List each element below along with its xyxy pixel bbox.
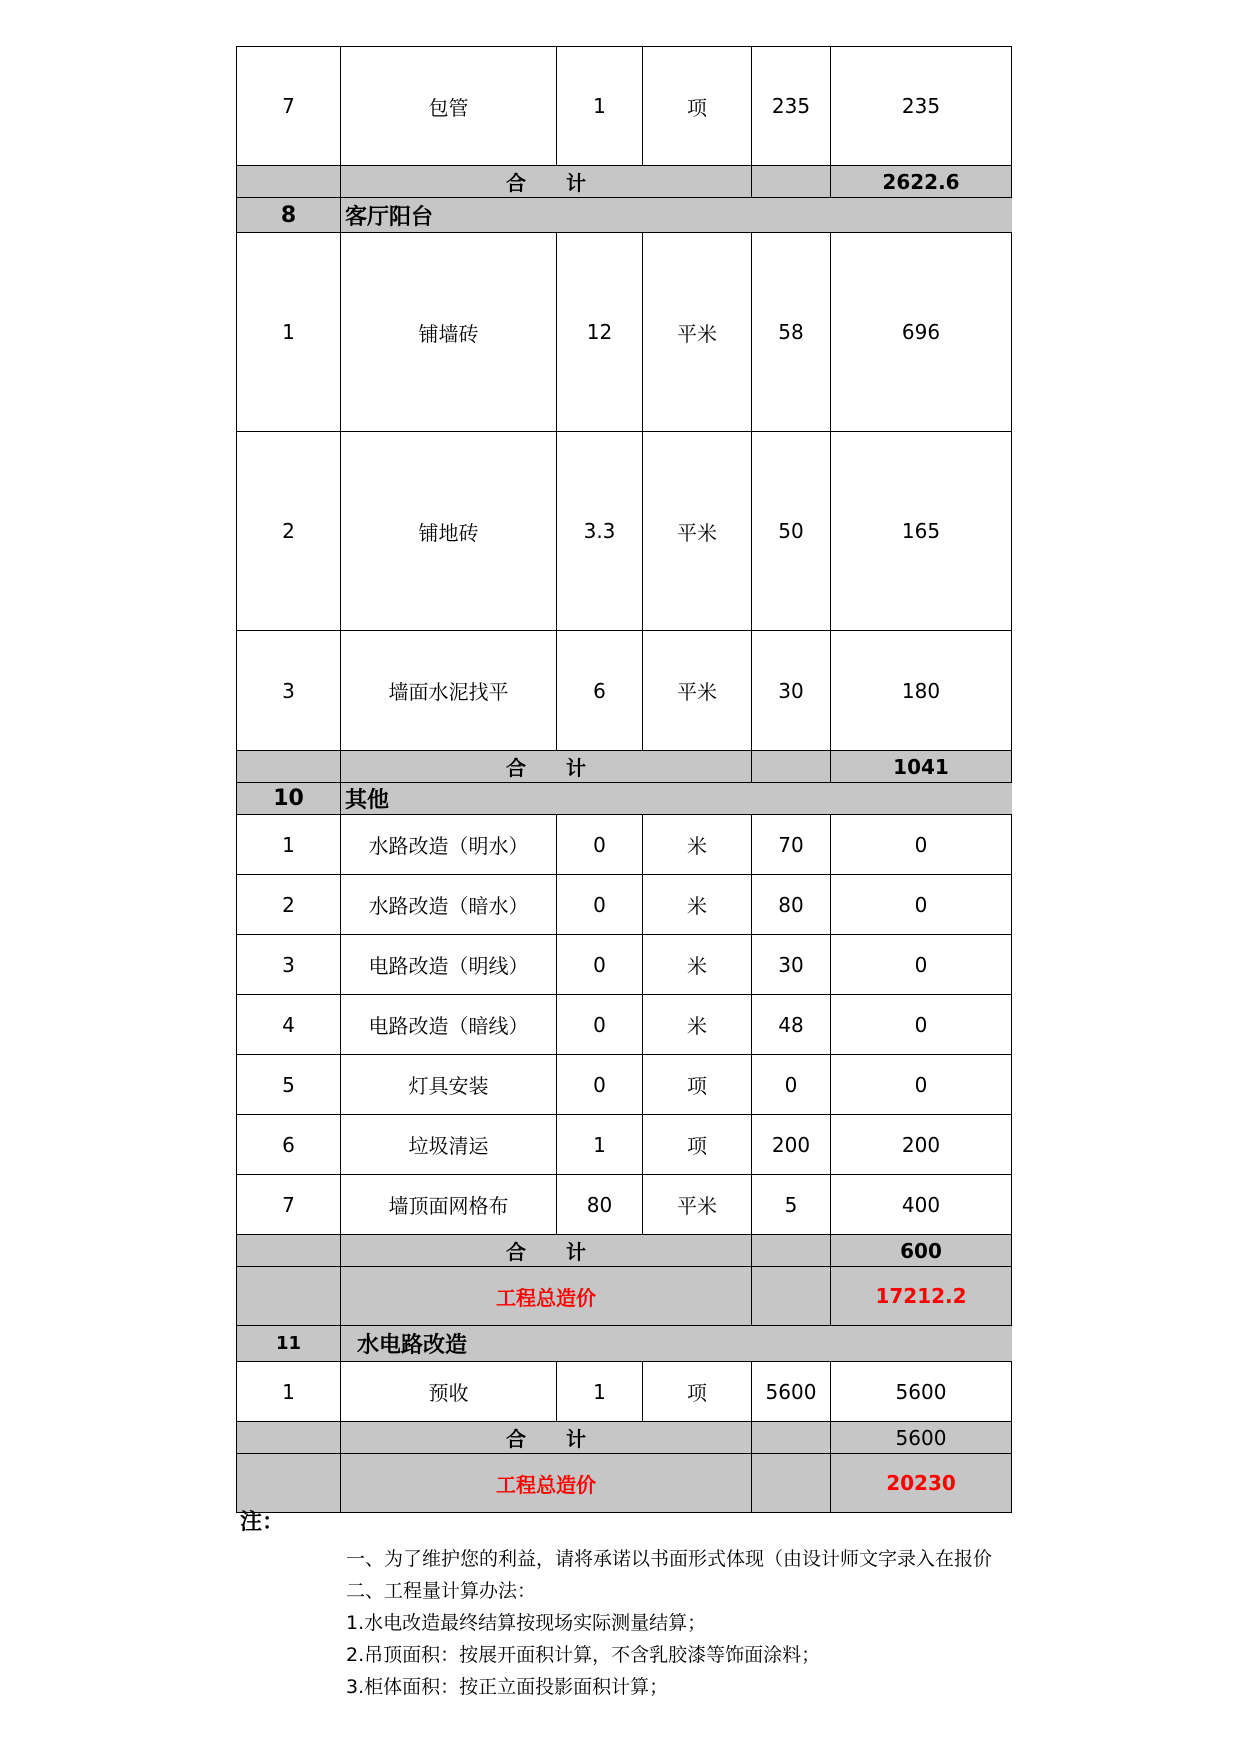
item-amount: 200	[831, 1115, 1012, 1175]
item-number: 1	[237, 233, 341, 432]
item-amount: 180	[831, 631, 1012, 751]
section-header	[237, 198, 1012, 233]
item-name: 包管	[341, 47, 557, 166]
section-title: 客厅阳台	[341, 198, 1012, 233]
item-number: 3	[237, 935, 341, 995]
item-quantity: 0	[557, 935, 643, 995]
table-row	[237, 1115, 1012, 1175]
item-quantity: 0	[557, 995, 643, 1055]
item-number: 7	[237, 47, 341, 166]
note-line: 二、工程量计算办法：	[346, 1580, 537, 1602]
section-number: 10	[237, 783, 341, 815]
item-amount: 0	[831, 875, 1012, 935]
grand-total-label: 工程总造价	[341, 1454, 752, 1513]
notes-heading: 注：	[240, 1510, 285, 1535]
subtotal-label: 合 计	[341, 1235, 752, 1267]
subtotal-label: 合 计	[341, 1422, 752, 1454]
item-number: 3	[237, 631, 341, 751]
item-unit: 项	[643, 47, 752, 166]
item-name: 灯具安装	[341, 1055, 557, 1115]
item-amount: 5600	[831, 1362, 1012, 1422]
item-name: 垃圾清运	[341, 1115, 557, 1175]
item-number: 1	[237, 815, 341, 875]
item-quantity: 0	[557, 875, 643, 935]
section-header	[237, 1326, 1012, 1362]
table-row	[237, 1362, 1012, 1422]
section-title: 其他	[341, 783, 1012, 815]
subtotal-label: 合 计	[341, 166, 752, 198]
item-name: 水路改造（暗水）	[341, 875, 557, 935]
subtotal-value: 2622.6	[831, 166, 1012, 198]
grand-total-row	[237, 1267, 1012, 1326]
table-row	[237, 935, 1012, 995]
item-unit-price: 5	[752, 1175, 831, 1235]
table-row	[237, 631, 1012, 751]
item-unit-price: 30	[752, 631, 831, 751]
item-quantity: 1	[557, 47, 643, 166]
item-amount: 165	[831, 432, 1012, 631]
item-unit: 米	[643, 875, 752, 935]
grand-total-value: 20230	[831, 1454, 1012, 1513]
table-row	[237, 233, 1012, 432]
subtotal-label: 合 计	[341, 751, 752, 783]
item-unit: 项	[643, 1115, 752, 1175]
item-name: 铺地砖	[341, 432, 557, 631]
item-quantity: 12	[557, 233, 643, 432]
item-quantity: 1	[557, 1115, 643, 1175]
quotation-table	[236, 46, 1012, 1513]
item-unit: 米	[643, 995, 752, 1055]
item-unit-price: 58	[752, 233, 831, 432]
subtotal-row	[237, 1422, 1012, 1454]
item-quantity: 80	[557, 1175, 643, 1235]
item-quantity: 0	[557, 1055, 643, 1115]
item-name: 墙面水泥找平	[341, 631, 557, 751]
subtotal-row	[237, 1235, 1012, 1267]
item-amount: 235	[831, 47, 1012, 166]
grand-total-label: 工程总造价	[341, 1267, 752, 1326]
item-number: 4	[237, 995, 341, 1055]
item-name: 铺墙砖	[341, 233, 557, 432]
item-quantity: 6	[557, 631, 643, 751]
item-unit: 米	[643, 935, 752, 995]
notes-section	[240, 1508, 1012, 1728]
item-unit-price: 0	[752, 1055, 831, 1115]
item-amount: 0	[831, 1055, 1012, 1115]
table-row	[237, 815, 1012, 875]
item-amount: 400	[831, 1175, 1012, 1235]
item-unit-price: 80	[752, 875, 831, 935]
item-number: 2	[237, 875, 341, 935]
table-row	[237, 47, 1012, 166]
item-name: 水路改造（明水）	[341, 815, 557, 875]
section-title: 水电路改造	[341, 1326, 1012, 1362]
item-number: 1	[237, 1362, 341, 1422]
table-row	[237, 875, 1012, 935]
item-amount: 0	[831, 995, 1012, 1055]
note-line: 2.吊顶面积：按展开面积计算，不含乳胶漆等饰面涂料；	[346, 1644, 821, 1666]
table-row	[237, 995, 1012, 1055]
item-amount: 696	[831, 233, 1012, 432]
section-number: 8	[237, 198, 341, 233]
table-row	[237, 1055, 1012, 1115]
item-name: 电路改造（明线）	[341, 935, 557, 995]
subtotal-value: 1041	[831, 751, 1012, 783]
section-number: 11	[237, 1326, 341, 1362]
note-line: 1.水电改造最终结算按现场实际测量结算；	[346, 1612, 707, 1634]
table-row	[237, 1175, 1012, 1235]
item-name: 预收	[341, 1362, 557, 1422]
item-unit-price: 235	[752, 47, 831, 166]
item-unit-price: 70	[752, 815, 831, 875]
subtotal-row	[237, 166, 1012, 198]
table-row	[237, 432, 1012, 631]
item-unit: 米	[643, 815, 752, 875]
grand-total-value: 17212.2	[831, 1267, 1012, 1326]
item-amount: 0	[831, 935, 1012, 995]
item-unit-price: 30	[752, 935, 831, 995]
item-quantity: 0	[557, 815, 643, 875]
item-number: 7	[237, 1175, 341, 1235]
item-number: 6	[237, 1115, 341, 1175]
item-name: 墙顶面网格布	[341, 1175, 557, 1235]
item-unit: 平米	[643, 432, 752, 631]
item-unit: 平米	[643, 1175, 752, 1235]
item-number: 2	[237, 432, 341, 631]
item-unit: 项	[643, 1055, 752, 1115]
section-header	[237, 783, 1012, 815]
subtotal-value: 5600	[831, 1422, 1012, 1454]
subtotal-row	[237, 751, 1012, 783]
item-unit-price: 5600	[752, 1362, 831, 1422]
item-unit: 平米	[643, 233, 752, 432]
item-unit-price: 50	[752, 432, 831, 631]
item-quantity: 3.3	[557, 432, 643, 631]
note-line: 3.柜体面积：按正立面投影面积计算；	[346, 1676, 669, 1698]
note-line: 一、为了维护您的利益，请将承诺以书面形式体现（由设计师文字录入在报价	[346, 1548, 993, 1570]
item-quantity: 1	[557, 1362, 643, 1422]
item-unit: 项	[643, 1362, 752, 1422]
grand-total-row	[237, 1454, 1012, 1513]
item-number: 5	[237, 1055, 341, 1115]
item-unit-price: 48	[752, 995, 831, 1055]
item-amount: 0	[831, 815, 1012, 875]
item-name: 电路改造（暗线）	[341, 995, 557, 1055]
subtotal-value: 600	[831, 1235, 1012, 1267]
item-unit: 平米	[643, 631, 752, 751]
item-unit-price: 200	[752, 1115, 831, 1175]
